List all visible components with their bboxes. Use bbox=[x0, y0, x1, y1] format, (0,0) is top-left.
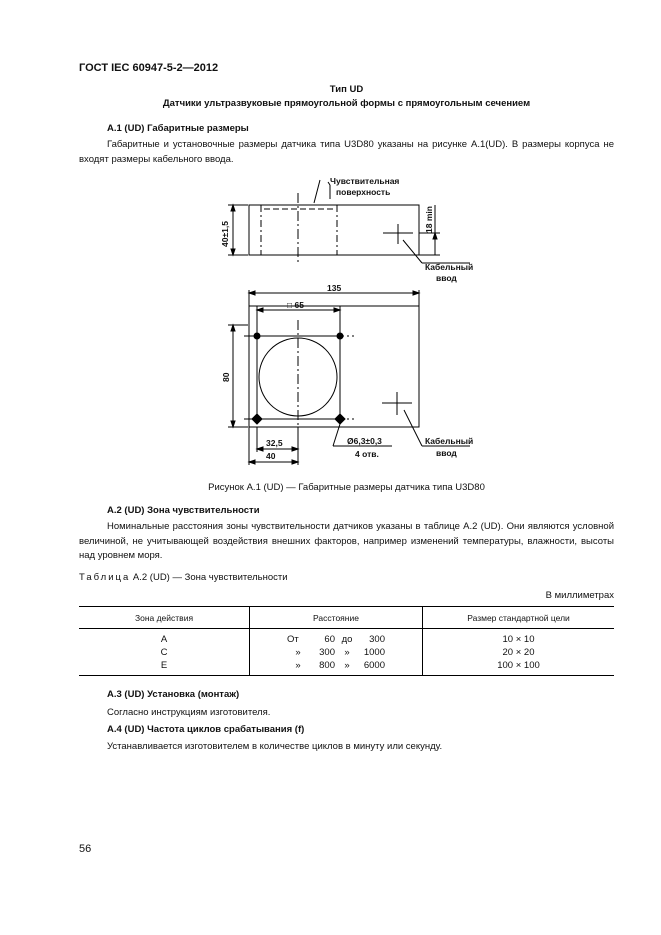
label-cable-entry-side-1: Кабельный bbox=[425, 262, 474, 272]
dim-40: 40 bbox=[266, 451, 276, 461]
paragraph-a3: Согласно инструкциям изготовителя. bbox=[107, 707, 271, 718]
label-cable-entry-side-2: ввод bbox=[436, 273, 457, 283]
section-type-title: Тип UD bbox=[329, 84, 364, 95]
label-sensitive-surface-1: Чувствительная bbox=[330, 176, 400, 186]
heading-a3: A.3 (UD) Установка (монтаж) bbox=[107, 689, 240, 700]
cell-zone: A bbox=[160, 634, 168, 645]
page-number: 56 bbox=[79, 843, 92, 855]
table-row bbox=[79, 646, 614, 659]
cell-target: 100 × 100 bbox=[423, 659, 615, 676]
dim-holes-count: 4 отв. bbox=[355, 449, 379, 459]
paragraph-a4: Устанавливается изготовителем в количестве циклов в минуту или секунду. bbox=[107, 741, 443, 752]
label-sensitive-surface-2: поверхность bbox=[336, 187, 391, 197]
table-row bbox=[79, 629, 614, 647]
cell-zone: C bbox=[160, 647, 168, 658]
table-title-rest: A.2 (UD) — Зона чувствительности bbox=[132, 572, 288, 583]
col-header-zone: Зона действия bbox=[79, 607, 250, 629]
label-cable-entry-top-1: Кабельный bbox=[425, 436, 474, 446]
dim-hole-diameter: Ø6,3±0,3 bbox=[347, 436, 382, 446]
table-row bbox=[79, 659, 614, 676]
dim-80: 80 bbox=[221, 372, 231, 382]
figure-caption: Рисунок A.1 (UD) — Габаритные размеры датчика типа U3D80 bbox=[208, 482, 485, 493]
dim-height: 40±1,5 bbox=[220, 221, 230, 247]
heading-a4: A.4 (UD) Частота циклов срабатывания (f) bbox=[107, 724, 305, 735]
table-units: В миллиметрах bbox=[545, 590, 614, 601]
heading-a2: A.2 (UD) Зона чувствительности bbox=[107, 505, 260, 516]
dim-18-min: 18 min bbox=[424, 206, 434, 233]
dim-135: 135 bbox=[327, 283, 342, 293]
paragraph-a2: Номинальные расстояния зоны чувствительности датчиков указаны в таблице A.2 (UD). Они являются условной величиной, не учитывающей воздействия внешних факторов, например изменений температуры, влажности, высоты над уровнем моря. bbox=[79, 521, 614, 561]
cell-distance: » 800 » 6000 bbox=[250, 659, 423, 676]
col-header-target: Размер стандартной цели bbox=[423, 607, 615, 629]
paragraph-a1: Габаритные и установочные размеры датчика типа U3D80 указаны на рисунке A.1(UD). В размеры корпуса не входят размеры кабельного ввода. bbox=[79, 139, 614, 165]
cell-zone: E bbox=[79, 659, 250, 676]
sensing-zone-table bbox=[79, 606, 614, 676]
table-title-word: Таблица bbox=[79, 572, 131, 583]
cell-distance: От 60 до 300 bbox=[250, 629, 423, 647]
dim-32-5: 32,5 bbox=[266, 438, 283, 448]
cell-target: 20 × 20 bbox=[423, 646, 615, 659]
cell-distance: » 300 » 1000 bbox=[250, 646, 423, 659]
cell-target: 10 × 10 bbox=[423, 629, 615, 647]
label-cable-entry-top-2: ввод bbox=[436, 448, 457, 458]
col-header-distance: Расстояние bbox=[250, 607, 423, 629]
heading-a1: A.1 (UD) Габаритные размеры bbox=[107, 123, 249, 134]
table-title bbox=[79, 572, 288, 583]
standard-header: ГОСТ IEC 60947-5-2—2012 bbox=[79, 62, 219, 74]
section-subtitle: Датчики ультразвуковые прямоугольной формы с прямоугольным сечением bbox=[162, 98, 531, 109]
dim-square-65: □ 65 bbox=[287, 300, 304, 310]
top-view-body bbox=[249, 306, 419, 427]
side-view-body bbox=[249, 205, 419, 255]
